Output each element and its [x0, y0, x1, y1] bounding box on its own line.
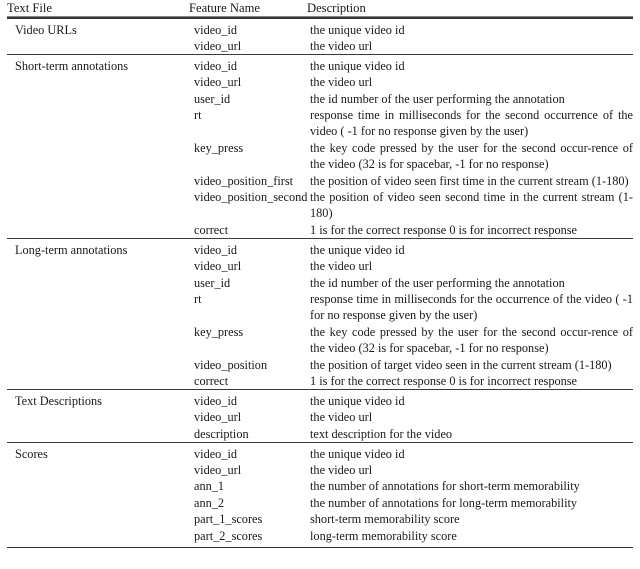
cell-feature-name: part_2_scores	[194, 528, 263, 543]
cell-text-file	[7, 222, 189, 239]
table-bottom-rule	[7, 547, 633, 548]
cell-feature-name: video_id	[189, 55, 307, 74]
cell-description: the video url	[310, 38, 373, 53]
column-header-description: Description	[307, 0, 633, 19]
table-row	[7, 189, 633, 222]
table-row	[7, 443, 633, 462]
table-row	[7, 390, 633, 409]
cell-text-file	[7, 38, 189, 55]
cell-feature-name: user_id	[194, 91, 231, 106]
cell-text-file	[7, 173, 189, 189]
cell-text-file	[7, 462, 189, 478]
cell-feature-name: rt	[194, 292, 202, 306]
cell-description: the position of target video seen in the current stream (1-180)	[310, 357, 612, 372]
cell-feature-name: video_url	[194, 259, 242, 274]
table-row	[7, 528, 633, 544]
cell-description: the video url	[310, 259, 373, 274]
table-row	[7, 324, 633, 357]
cell-text-file	[7, 409, 189, 425]
cell-description: response time in milliseconds for the occurrence of the video ( -1 for no response given by the user)	[310, 292, 633, 323]
cell-text-file: Long-term annotations	[7, 239, 189, 258]
cell-description: the unique video id	[307, 55, 633, 74]
cell-feature-name: video_url	[194, 75, 242, 90]
cell-feature-name: key_press	[194, 140, 244, 155]
cell-text-file	[7, 324, 189, 357]
cell-description: the key code pressed by the user for the second occur-rence of the video (32 is for spacebar, -1 for no response)	[310, 324, 633, 356]
cell-description: text description for the video	[310, 426, 453, 441]
cell-description: the number of annotations for long-term memorability	[310, 495, 578, 510]
cell-text-file	[7, 373, 189, 390]
cell-text-file	[7, 140, 189, 173]
table-row	[7, 373, 633, 390]
cell-description: 1 is for the correct response 0 is for incorrect response	[310, 222, 578, 237]
cell-text-file	[7, 91, 189, 107]
table-row	[7, 409, 633, 425]
cell-description: long-term memorability score	[310, 528, 457, 543]
cell-description: the video url	[310, 463, 373, 478]
table-row	[7, 74, 633, 90]
cell-feature-name: video_url	[194, 410, 242, 425]
table-row	[7, 462, 633, 478]
cell-feature-name: video_url	[194, 463, 242, 478]
cell-description: the key code pressed by the user for the second occur-rence of the video (32 is for spacebar, -1 for no response)	[310, 140, 633, 172]
cell-description: the unique video id	[310, 22, 405, 37]
cell-text-file	[7, 426, 189, 443]
cell-text-file	[7, 495, 189, 511]
cell-feature-name: video_id	[189, 239, 307, 258]
cell-feature-name: ann_1	[194, 479, 225, 494]
table-row	[7, 258, 633, 274]
column-header-text-file: Text File	[7, 0, 189, 19]
cell-text-file	[7, 528, 189, 544]
cell-text-file: Text Descriptions	[7, 390, 189, 409]
cell-description: the position of video seen first time in the current stream (1-180)	[310, 173, 629, 188]
table-row	[7, 222, 633, 239]
table-row	[7, 173, 633, 189]
table-header	[7, 0, 633, 19]
cell-text-file	[7, 511, 189, 527]
table-row	[7, 426, 633, 443]
table-row	[7, 511, 633, 527]
table-body	[7, 19, 633, 545]
cell-feature-name: key_press	[194, 324, 244, 339]
cell-text-file: Scores	[7, 443, 189, 462]
cell-feature-name: video_position	[194, 357, 268, 372]
cell-description: the id number of the user performing the annotation	[310, 91, 565, 106]
cell-feature-name: video_id	[189, 443, 307, 462]
table-row	[7, 91, 633, 107]
cell-text-file	[7, 478, 189, 494]
cell-feature-name: ann_2	[194, 495, 225, 510]
table-row	[7, 140, 633, 173]
table-row	[7, 19, 633, 38]
cell-feature-name: correct	[194, 374, 229, 389]
cell-feature-name: video_id	[194, 22, 238, 37]
table-row	[7, 357, 633, 373]
cell-description: response time in milliseconds for the second occurrence of the video ( -1 for no response given by the user)	[310, 108, 633, 139]
cell-feature-name: video_position_first	[194, 173, 294, 188]
cell-description: the unique video id	[307, 443, 633, 462]
cell-text-file	[7, 275, 189, 291]
table-row	[7, 38, 633, 55]
table-row	[7, 275, 633, 291]
table-row	[7, 55, 633, 74]
cell-feature-name: part_1_scores	[194, 512, 263, 527]
table-row	[7, 107, 633, 140]
cell-description: the video url	[310, 75, 373, 90]
cell-text-file	[7, 74, 189, 90]
dataset-feature-table	[7, 0, 633, 544]
cell-description: 1 is for the correct response 0 is for incorrect response	[310, 374, 578, 389]
cell-description: short-term memorability score	[310, 512, 460, 527]
cell-feature-name: description	[194, 426, 249, 441]
cell-text-file	[7, 258, 189, 274]
column-header-feature-name: Feature Name	[189, 0, 307, 19]
cell-feature-name: user_id	[194, 275, 231, 290]
cell-text-file: Video URLs	[15, 22, 77, 37]
cell-text-file	[7, 291, 189, 324]
cell-description: the unique video id	[307, 239, 633, 258]
cell-text-file	[7, 189, 189, 222]
cell-text-file: Short-term annotations	[7, 55, 189, 74]
cell-description: the video url	[310, 410, 373, 425]
cell-feature-name: rt	[194, 108, 202, 123]
cell-description: the position of video seen second time in the current stream (1-180)	[310, 190, 633, 221]
cell-text-file	[7, 107, 189, 140]
table-row	[7, 239, 633, 258]
cell-feature-name: video_url	[194, 38, 242, 53]
table-row	[7, 495, 633, 511]
cell-description: the number of annotations for short-term memorability	[310, 479, 580, 494]
cell-feature-name: video_id	[189, 390, 307, 409]
cell-feature-name: video_position_second	[194, 190, 308, 205]
cell-text-file	[7, 357, 189, 373]
cell-feature-name: correct	[194, 222, 229, 237]
cell-description: the id number of the user performing the annotation	[310, 275, 565, 290]
table-row	[7, 291, 633, 324]
cell-description: the unique video id	[307, 390, 633, 409]
table-row	[7, 478, 633, 494]
